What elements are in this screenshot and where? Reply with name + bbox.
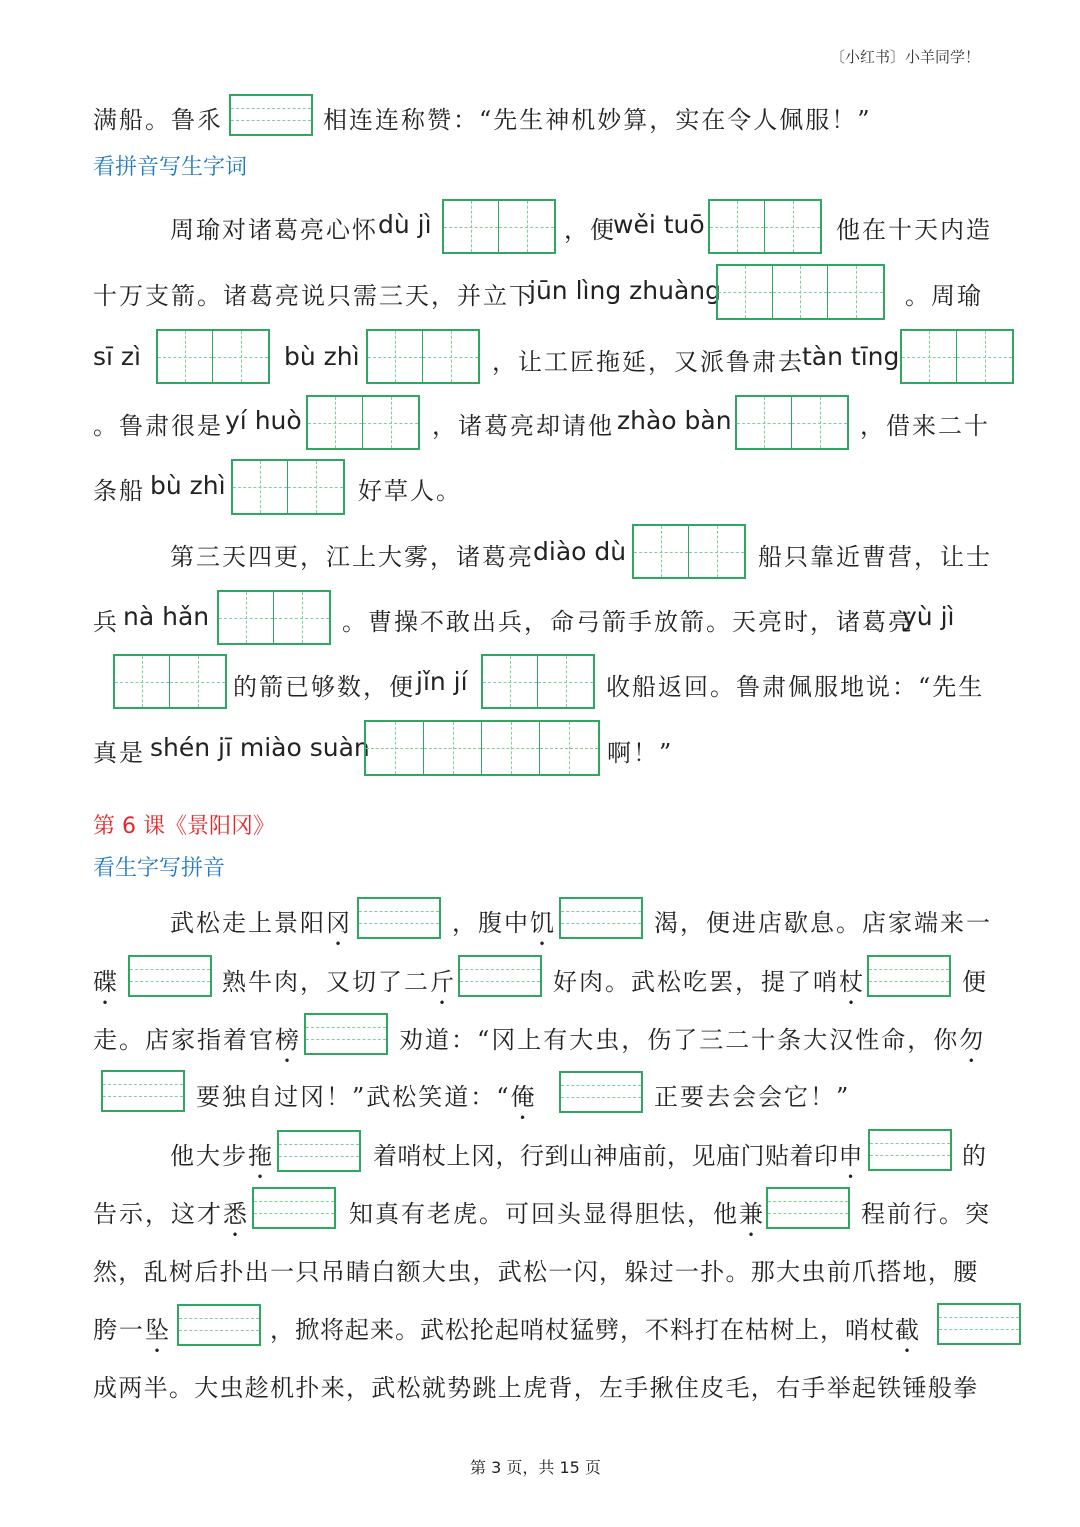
text: 正要去会会它！”: [654, 1083, 851, 1111]
text: ，借来二十: [860, 412, 990, 440]
pinyin-box[interactable]: [277, 1130, 361, 1172]
text: ，腹中饥: [452, 909, 556, 937]
pinyin: yí huò: [225, 406, 302, 435]
text: 他在十天内造: [836, 216, 992, 244]
lesson-title: 第 6 课《景阳冈》: [93, 814, 275, 839]
pinyin: jǐn jí: [416, 667, 468, 696]
char-grid[interactable]: [481, 654, 595, 709]
text: 成两半。大虫趁机扑来，武松就势跳上虎背，左手揪住皮毛，右手举起铁锤般拳: [93, 1374, 979, 1402]
pinyin-box[interactable]: [252, 1187, 336, 1229]
text: 周瑜对诸葛亮心怀: [170, 216, 378, 244]
text: 满船。鲁乑: [93, 106, 223, 134]
char-grid[interactable]: [632, 524, 746, 579]
pinyin: zhào bàn: [617, 406, 732, 435]
char-grid[interactable]: [366, 329, 480, 384]
text: 。周瑜: [905, 282, 983, 310]
pinyin: nà hǎn: [123, 602, 210, 631]
text: ，便: [564, 216, 616, 244]
text: 的: [962, 1142, 988, 1170]
text: 。鲁肃很是: [93, 412, 223, 440]
char-grid[interactable]: [113, 654, 227, 709]
pinyin-box[interactable]: [128, 955, 212, 997]
text: 要独自过冈！”武松笑道：“俺: [196, 1083, 537, 1111]
pinyin-box[interactable]: [867, 955, 951, 997]
pinyin-box[interactable]: [101, 1070, 185, 1112]
pinyin: wěi tuō: [613, 210, 705, 239]
section-title: 看生字写拼音: [93, 856, 226, 881]
char-grid[interactable]: [716, 264, 885, 320]
page-number: 第 3 页，共 15 页: [470, 1458, 601, 1477]
section-title: 看拼音写生字词: [93, 155, 248, 180]
text: 第三天四更，江上大雾，诸葛亮: [170, 543, 534, 571]
pinyin: shén jī miào suàn: [150, 733, 370, 762]
text: 胯一坠: [93, 1316, 171, 1344]
text: 好肉。武松吃罢，提了哨杖: [553, 968, 865, 996]
pinyin: dù jì: [378, 210, 432, 239]
text: 武松走上景阳冈: [170, 909, 352, 937]
pinyin: jūn lìng zhuàng: [529, 276, 721, 305]
text: 告示，这才悉: [93, 1200, 249, 1228]
pinyin-box[interactable]: [458, 955, 542, 997]
text: ，掀将起来。武松抡起哨杖猛劈，不料打在枯树上，哨杖截: [270, 1316, 920, 1344]
text: 船只靠近曹营，让士: [758, 543, 992, 571]
pinyin-box[interactable]: [559, 1071, 643, 1113]
pinyin-box[interactable]: [766, 1187, 850, 1229]
char-grid[interactable]: [156, 329, 270, 384]
pinyin-box[interactable]: [937, 1303, 1021, 1345]
char-grid[interactable]: [900, 329, 1014, 384]
text: 渴，便进店歇息。店家端来一: [654, 909, 992, 937]
text: 熟牛肉，又切了二斤: [222, 968, 456, 996]
text: 好草人。: [358, 477, 462, 505]
pinyin-box[interactable]: [868, 1129, 952, 1171]
char-grid[interactable]: [442, 199, 556, 254]
pinyin: tàn tīng: [802, 342, 900, 371]
text: 他大步拖: [170, 1142, 274, 1170]
text: ，诸葛亮却请他: [432, 412, 614, 440]
text: 收船返回。鲁肃佩服地说：“先生: [606, 673, 985, 701]
text: 十万支箭。诸葛亮说只需三天，并立下: [93, 282, 535, 310]
text: 的箭已够数，便: [233, 673, 415, 701]
pinyin-box[interactable]: [357, 897, 441, 939]
char-grid[interactable]: [217, 590, 331, 645]
pinyin-box[interactable]: [304, 1013, 388, 1055]
text: 真是: [93, 739, 145, 767]
text: 碟: [93, 968, 119, 996]
char-grid[interactable]: [231, 459, 345, 515]
text: 劝道：“冈上有大虫，伤了三二十条大汉性命，你勿: [399, 1026, 986, 1054]
pinyin-box[interactable]: [229, 94, 313, 136]
text: 相连连称赞：“先生神机妙算，实在令人佩服！”: [323, 106, 872, 134]
char-grid[interactable]: [708, 199, 822, 254]
text: 着哨杖上冈，行到山神庙前，见庙门贴着印申: [373, 1142, 863, 1170]
pinyin: bù zhì: [284, 342, 360, 371]
char-grid[interactable]: [364, 720, 600, 776]
char-grid[interactable]: [306, 395, 420, 450]
pinyin-box[interactable]: [559, 897, 643, 939]
pinyin: bù zhì: [150, 471, 226, 500]
text: 条船: [93, 477, 145, 505]
text: ，让工匠拖延，又派鲁肃去: [492, 348, 804, 376]
text: 然，乱树后扑出一只吊睛白额大虫，武松一闪，躲过一扑。那大虫前爪搭地，腰: [93, 1258, 979, 1286]
text: 知真有老虎。可回头显得胆怯，他兼: [349, 1200, 765, 1228]
source-label: 〔小红书〕小羊同学！: [830, 48, 981, 66]
pinyin: yù jì: [902, 602, 955, 631]
text: 兵: [93, 608, 119, 636]
char-grid[interactable]: [735, 395, 849, 450]
pinyin: sī zì: [93, 342, 141, 371]
pinyin-box[interactable]: [177, 1304, 261, 1346]
text: 走。店家指着官榜: [93, 1026, 301, 1054]
text: 程前行。突: [861, 1200, 991, 1228]
text: 啊！”: [607, 739, 674, 767]
text: 便: [962, 968, 988, 996]
text: 。曹操不敢出兵，命弓箭手放箭。天亮时，诸葛亮: [342, 608, 914, 636]
pinyin: diào dù: [533, 537, 627, 566]
